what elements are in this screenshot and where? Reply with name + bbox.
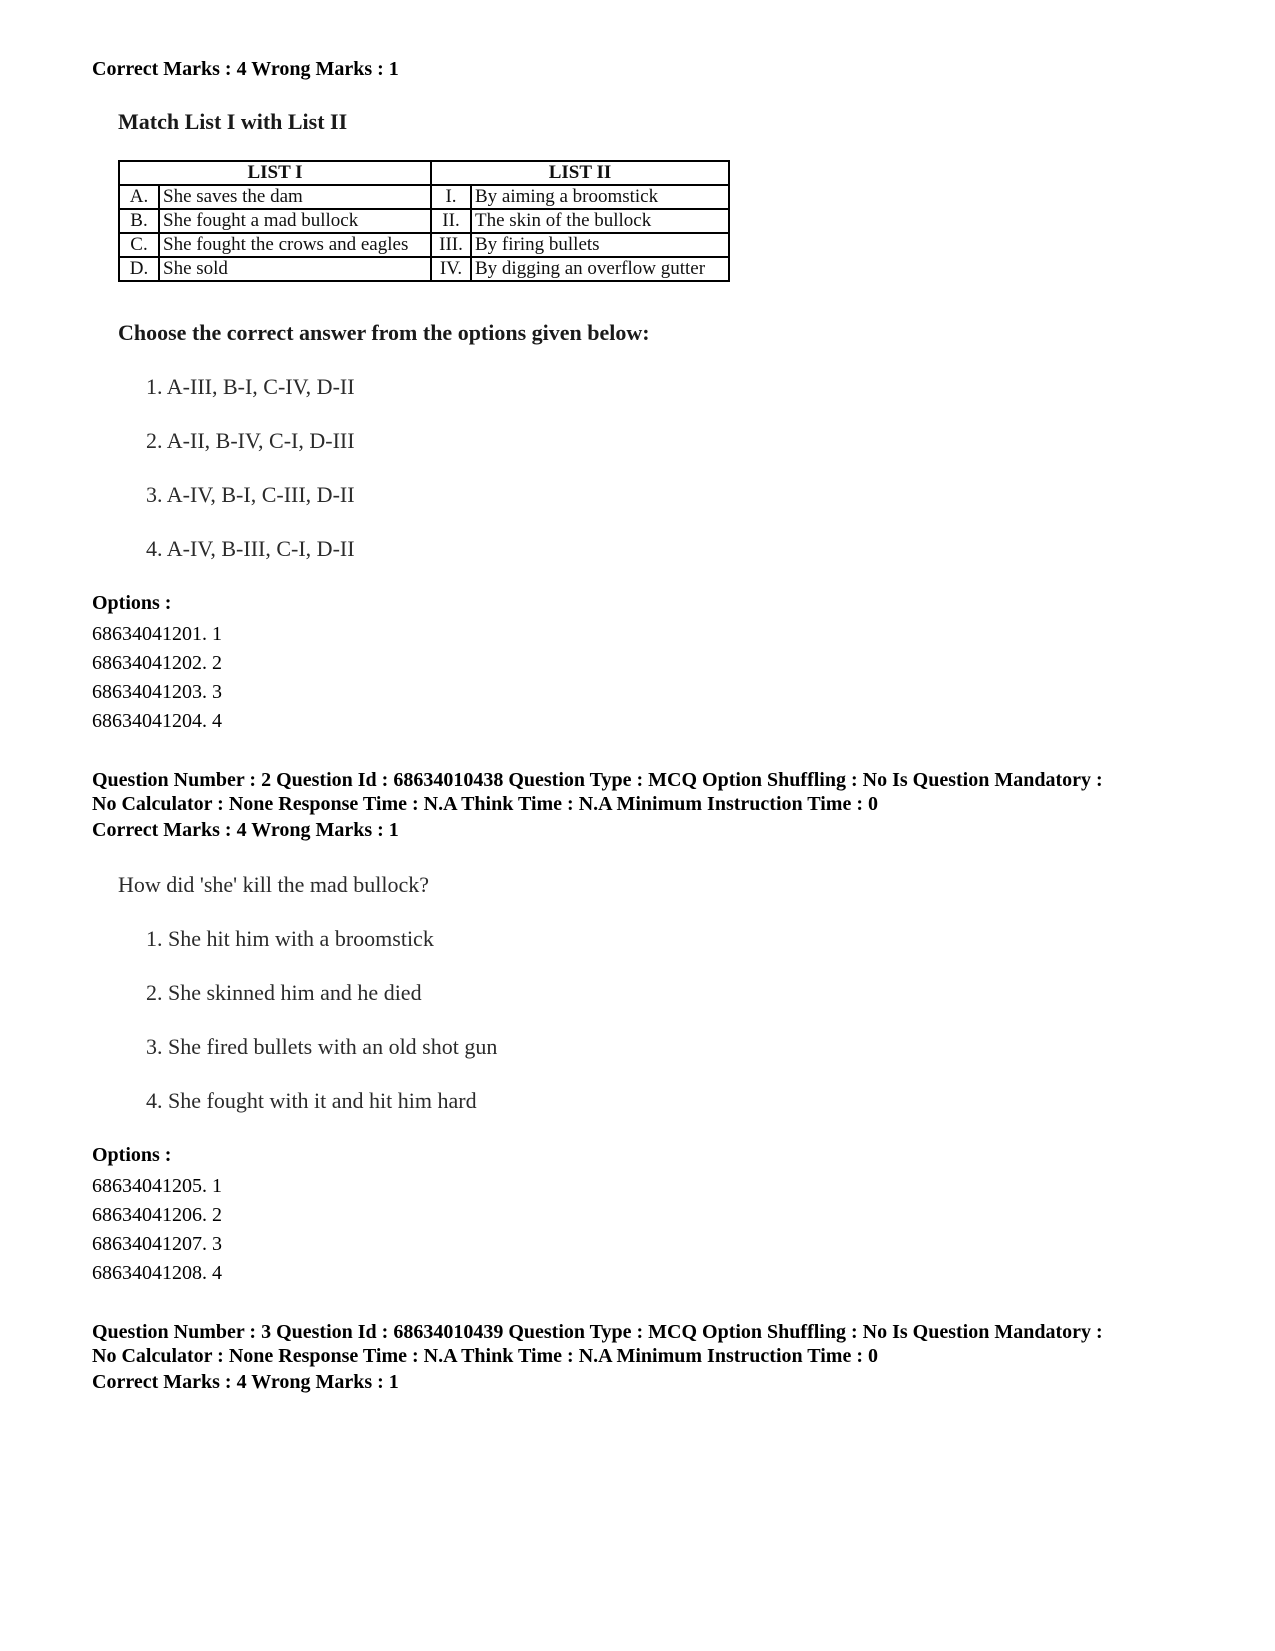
table-cell: By aiming a broomstick <box>471 185 729 209</box>
choice-item: 3. She fired bullets with an old shot gun <box>146 1034 498 1059</box>
option-item: 68634041202. 2 <box>92 652 222 674</box>
table-row <box>119 185 729 209</box>
question-prompt: Choose the correct answer from the options given below: <box>118 320 650 345</box>
marks-line: Correct Marks : 4 Wrong Marks : 1 <box>92 819 399 841</box>
table-cell: B. <box>119 209 159 233</box>
question-header: Question Number : 2 Question Id : 68634010438 Question Type : MCQ Option Shuffling : No Is Question Mandatory : <box>92 769 1103 791</box>
options-label: Options : <box>92 1144 172 1166</box>
option-item: 68634041206. 2 <box>92 1204 222 1226</box>
options-label: Options : <box>92 592 172 614</box>
question-header: No Calculator : None Response Time : N.A Think Time : N.A Minimum Instruction Time : 0 <box>92 793 878 815</box>
option-item: 68634041203. 3 <box>92 681 222 703</box>
table-header: LIST I <box>119 161 431 185</box>
choice-item: 2. She skinned him and he died <box>146 980 422 1005</box>
table-cell: I. <box>431 185 471 209</box>
marks-line: Correct Marks : 4 Wrong Marks : 1 <box>92 1371 399 1393</box>
table-cell: She saves the dam <box>159 185 431 209</box>
table-cell: She fought a mad bullock <box>159 209 431 233</box>
table-cell: By digging an overflow gutter <box>471 257 729 281</box>
choice-item: 2. A-II, B-IV, C-I, D-III <box>146 428 355 453</box>
table-cell: The skin of the bullock <box>471 209 729 233</box>
option-item: 68634041205. 1 <box>92 1175 222 1197</box>
table-cell: III. <box>431 233 471 257</box>
match-table <box>118 160 730 282</box>
choice-item: 1. She hit him with a broomstick <box>146 926 434 951</box>
table-row <box>119 233 729 257</box>
choice-item: 1. A-III, B-I, C-IV, D-II <box>146 374 355 399</box>
question-header: Question Number : 3 Question Id : 68634010439 Question Type : MCQ Option Shuffling : No Is Question Mandatory : <box>92 1321 1103 1343</box>
table-row <box>119 257 729 281</box>
table-cell: IV. <box>431 257 471 281</box>
table-cell: A. <box>119 185 159 209</box>
table-cell: II. <box>431 209 471 233</box>
marks-line: Correct Marks : 4 Wrong Marks : 1 <box>92 58 399 80</box>
choice-item: 4. A-IV, B-III, C-I, D-II <box>146 536 355 561</box>
option-item: 68634041208. 4 <box>92 1262 222 1284</box>
option-item: 68634041201. 1 <box>92 623 222 645</box>
question-title: Match List I with List II <box>118 109 348 134</box>
choice-item: 3. A-IV, B-I, C-III, D-II <box>146 482 355 507</box>
table-cell: D. <box>119 257 159 281</box>
table-row <box>119 209 729 233</box>
question-header: No Calculator : None Response Time : N.A Think Time : N.A Minimum Instruction Time : 0 <box>92 1345 878 1367</box>
option-item: 68634041207. 3 <box>92 1233 222 1255</box>
table-header: LIST II <box>431 161 729 185</box>
question-stem: How did 'she' kill the mad bullock? <box>118 872 429 897</box>
option-item: 68634041204. 4 <box>92 710 222 732</box>
choice-item: 4. She fought with it and hit him hard <box>146 1088 477 1113</box>
table-header-row <box>119 161 729 185</box>
table-cell: C. <box>119 233 159 257</box>
table-cell: She fought the crows and eagles <box>159 233 431 257</box>
table-cell: By firing bullets <box>471 233 729 257</box>
table-cell: She sold <box>159 257 431 281</box>
